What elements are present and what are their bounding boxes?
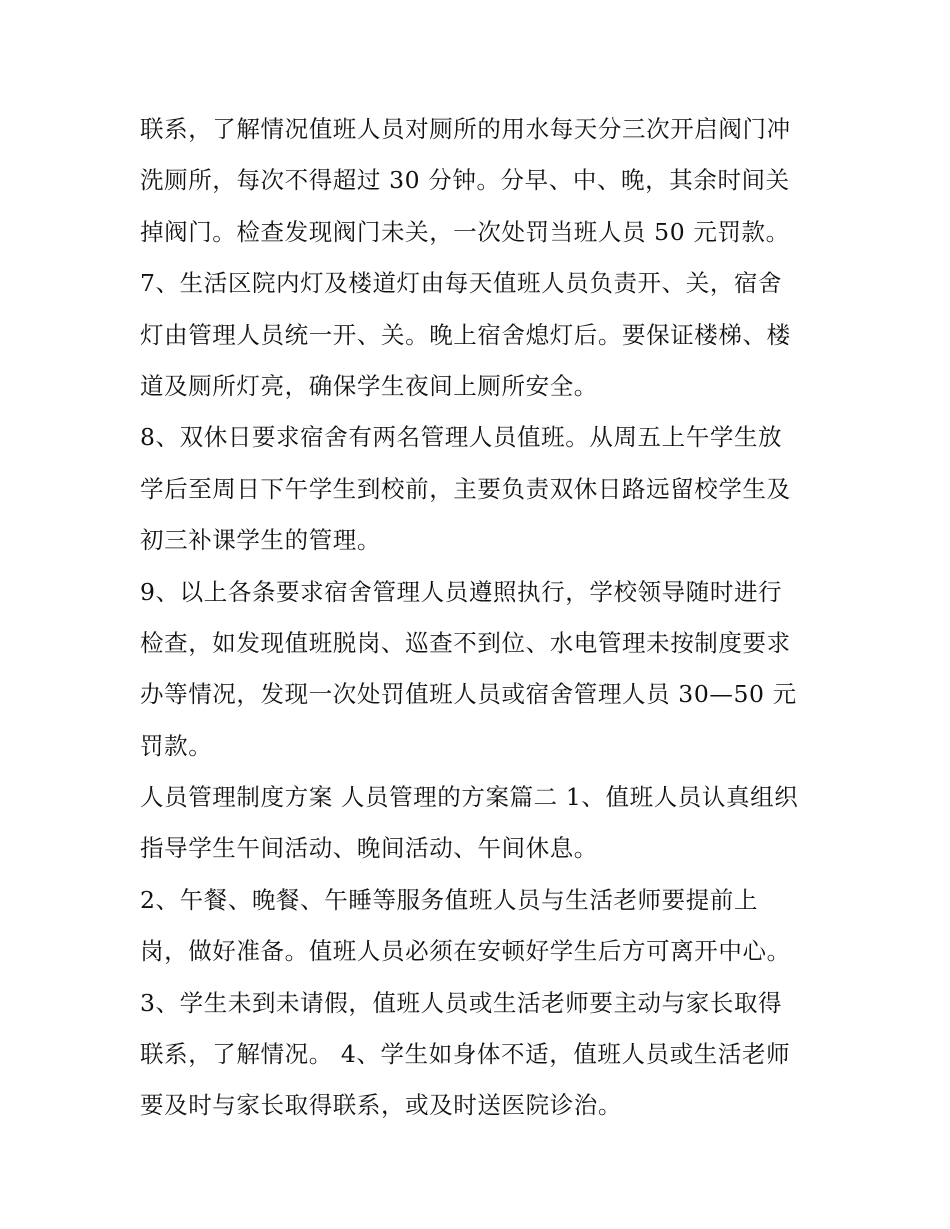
text-line: 学后至周日下午学生到校前，主要负责双休日路远留校学生及 <box>140 474 791 503</box>
text-line: 办等情况，发现一次处罚值班人员或宿舍管理人员 30—50 元 <box>140 680 797 709</box>
text-line: 岗，做好准备。值班人员必须在安顿好学生后方可离开中心。 <box>140 937 791 966</box>
text-line: 罚款。 <box>140 731 213 760</box>
text-line: 人员管理制度方案 人员管理的方案篇二 1、值班人员认真组织 <box>140 783 799 812</box>
text-line: 指导学生午间活动、晚间活动、午间休息。 <box>140 834 598 863</box>
text-line: 掉阀门。检查发现阀门未关，一次处罚当班人员 50 元罚款。 <box>140 217 790 246</box>
text-line: 7、生活区院内灯及楼道灯由每天值班人员负责开、关，宿舍 <box>140 269 783 298</box>
text-line: 联系，了解情况值班人员对厕所的用水每天分三次开启阀门冲 <box>140 115 791 143</box>
text-line: 检查，如发现值班脱岗、巡查不到位、水电管理未按制度要求 <box>140 628 791 657</box>
text-line: 要及时与家长取得联系，或及时送医院诊治。 <box>140 1091 622 1120</box>
text-line: 道及厕所灯亮，确保学生夜间上厕所安全。 <box>140 371 598 400</box>
document-body <box>140 104 820 1132</box>
text-line: 3、学生未到未请假，值班人员或生活老师要主动与家长取得 <box>140 988 783 1017</box>
text-line: 联系，了解情况。 4、学生如身体不适，值班人员或生活老师 <box>140 1040 791 1069</box>
text-line: 初三补课学生的管理。 <box>140 526 381 555</box>
text-line: 洗厕所，每次不得超过 30 分钟。分早、中、晚，其余时间关 <box>140 166 790 195</box>
text-line: 2、午餐、晚餐、午睡等服务值班人员与生活老师要提前上 <box>140 885 759 914</box>
text-line: 8、双休日要求宿舍有两名管理人员值班。从周五上午学生放 <box>140 423 783 452</box>
text-line: 灯由管理人员统一开、关。晚上宿舍熄灯后。要保证楼梯、楼 <box>140 320 791 349</box>
text-line: 9、以上各条要求宿舍管理人员遵照执行，学校领导随时进行 <box>140 577 783 606</box>
